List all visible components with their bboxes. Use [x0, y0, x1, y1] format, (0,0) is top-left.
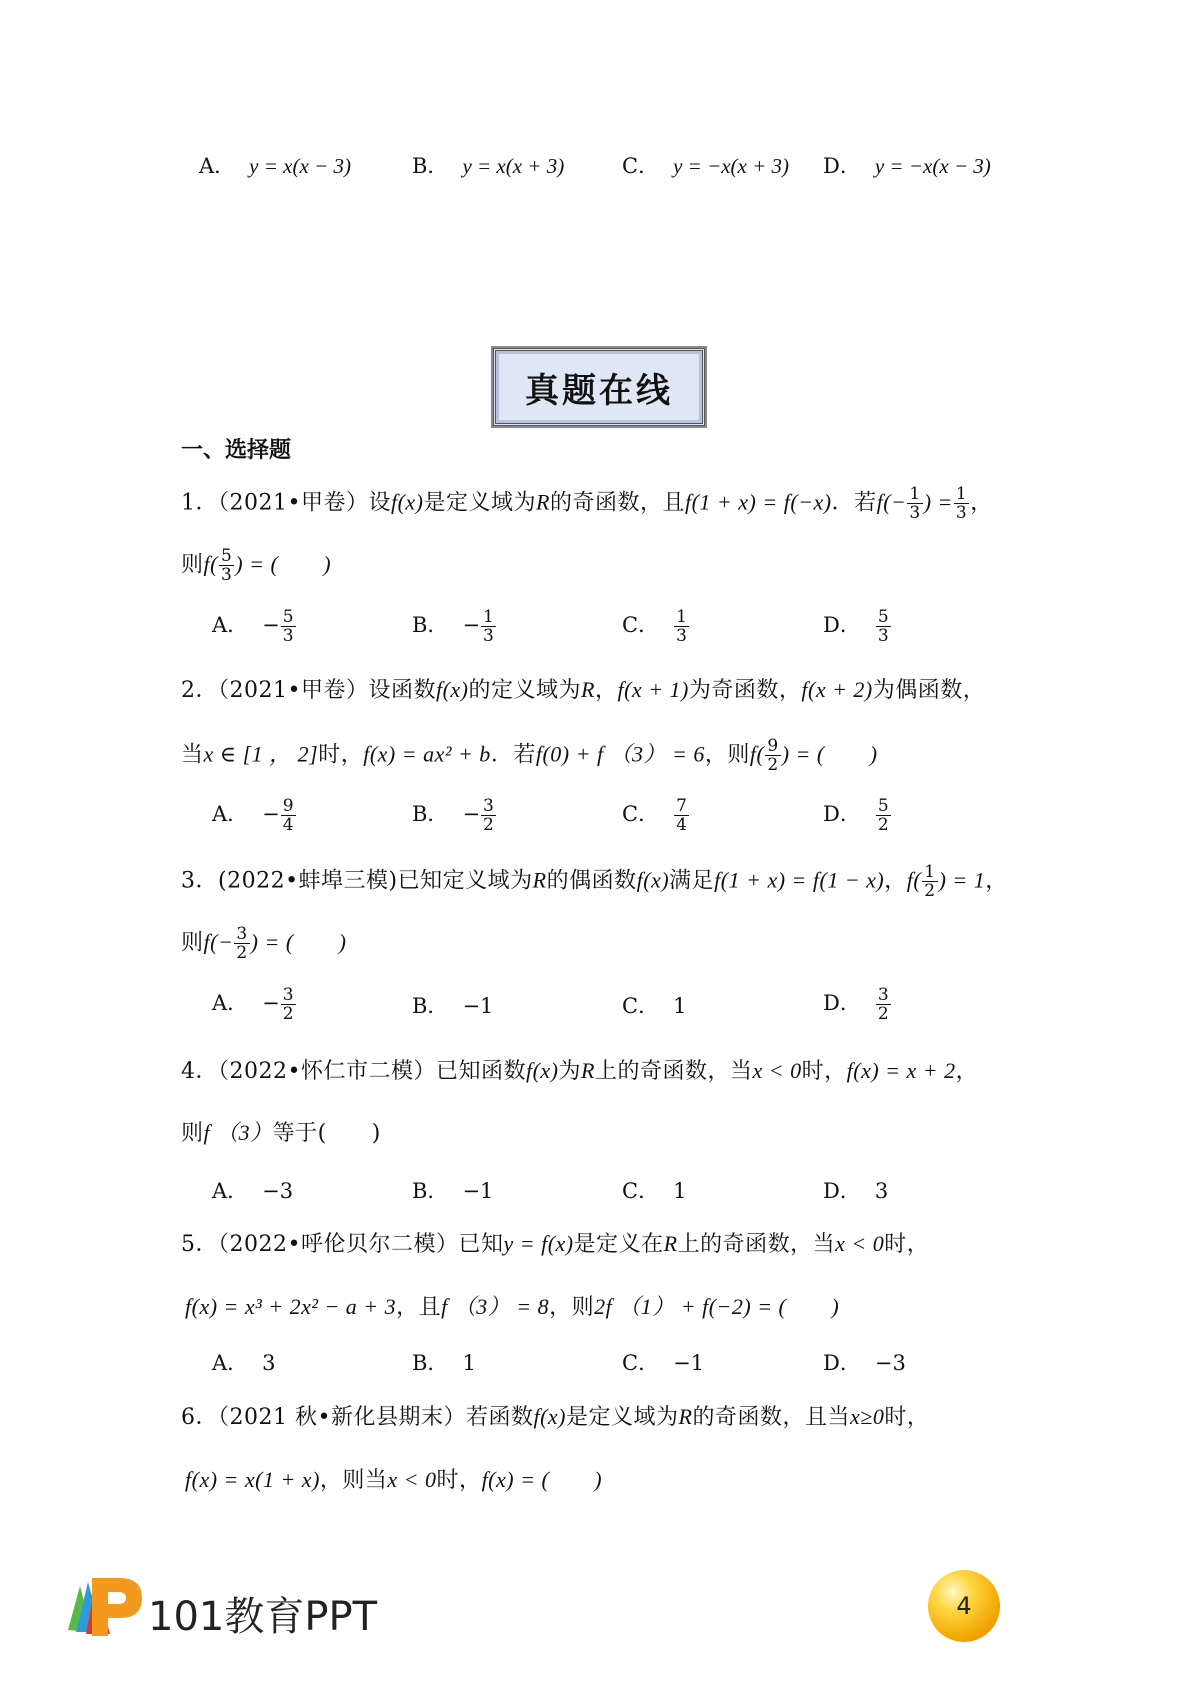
- q3-line1: 3．(2022•蚌埠三模)已知定义域为R的偶函数f(x)满足f(1 + x) = f(1 − x)，f( $\frac{1}{2}$ ) = 1，: [181, 862, 1008, 901]
- fraction: $\frac{5}{2}$: [877, 796, 889, 835]
- q5-choice-c[interactable]: C． −1: [622, 1351, 705, 1375]
- fraction: $\frac{1}{3}$: [483, 607, 494, 646]
- q1-choice-c[interactable]: C． $\frac{1}{3}$: [622, 607, 687, 646]
- section-title: 真题在线: [525, 370, 673, 411]
- q3-line2: 则f(− $\frac{3}{2}$ ) = ( ): [181, 924, 347, 963]
- fraction: $\frac{5}{3}$: [282, 607, 294, 646]
- page-number: 4: [956, 1592, 972, 1620]
- q3-choice-a[interactable]: A． − $\frac{3}{2}$: [212, 985, 294, 1024]
- page-number-badge: [928, 1570, 1000, 1642]
- fraction: $\frac{5}{3}$: [877, 607, 889, 646]
- q1-choice-d[interactable]: D． $\frac{5}{3}$: [823, 607, 889, 646]
- fraction: $\frac{3}{2}$: [877, 985, 889, 1024]
- top-choice-b: B． y = x(x + 3): [412, 154, 565, 178]
- q2-line1: 2．（2021•甲卷）设函数f(x)的定义域为R，f(x + 1)为奇函数，f(x + 2)为偶函数，: [181, 677, 986, 703]
- fraction: $\frac{3}{2}$: [483, 796, 494, 835]
- top-choice-c: C． y = −x(x + 3): [622, 154, 790, 178]
- q3-choice-d[interactable]: D． $\frac{3}{2}$: [823, 985, 889, 1024]
- fraction: $\frac{5}{3}$: [220, 546, 233, 585]
- q2-choice-d[interactable]: D． $\frac{5}{2}$: [823, 796, 889, 835]
- q4-choice-a[interactable]: A． −3: [212, 1179, 294, 1203]
- fraction: $\frac{3}{2}$: [236, 924, 248, 963]
- top-choice-d: D． y = −x(x − 3): [823, 154, 991, 178]
- q5-line1: 5．（2022•呼伦贝尔二模）已知y = f(x)是定义在R上的奇函数，当x < 0时，: [181, 1231, 930, 1257]
- fraction: $\frac{9}{4}$: [282, 796, 294, 835]
- q5-choice-a[interactable]: A． 3: [212, 1351, 276, 1375]
- q1-line1: 1．（2021•甲卷）设f(x)是定义域为R的奇函数，且f(1 + x) = f(−x)．若f(− $\frac{1}{3}$ ) = $\frac{1}{3}$ ，: [181, 484, 993, 523]
- q4-choice-b[interactable]: B． −1: [412, 1179, 494, 1203]
- section-title-box: [493, 348, 705, 426]
- q1-choice-a[interactable]: A． − $\frac{5}{3}$: [212, 607, 294, 646]
- q2-line2: 当x ∈ [1 ， 2]时，f(x) = ax² + b．若f(0) + f （3） = 6，则f( $\frac{9}{2}$ ) = ( ): [181, 736, 878, 775]
- q3-choice-b[interactable]: B． −1: [412, 994, 494, 1018]
- q2-choice-b[interactable]: B． − $\frac{3}{2}$: [412, 796, 494, 835]
- fraction: $\frac{3}{2}$: [282, 985, 294, 1024]
- q3-choice-c[interactable]: C． 1: [622, 994, 687, 1018]
- q6-line2: f(x) = x(1 + x)，则当x < 0时，f(x) = ( ): [185, 1467, 603, 1493]
- q4-choice-c[interactable]: C． 1: [622, 1179, 687, 1203]
- q1-choice-b[interactable]: B． − $\frac{1}{3}$: [412, 607, 494, 646]
- top-choice-a: A． y = x(x − 3): [199, 154, 351, 178]
- subsection-heading: 一、选择题: [181, 438, 292, 463]
- fraction: $\frac{9}{2}$: [767, 736, 779, 775]
- fraction: $\frac{1}{3}$: [955, 484, 968, 523]
- q5-line2: f(x) = x³ + 2x² − a + 3，且f （3） = 8，则2f （1） + f(−2) = ( ): [185, 1294, 840, 1320]
- q4-choice-d[interactable]: D． 3: [823, 1179, 889, 1203]
- fraction: $\frac{7}{4}$: [676, 796, 687, 835]
- q4-line2: 则f （3）等于( ): [181, 1120, 381, 1146]
- q5-choice-b[interactable]: B． 1: [412, 1351, 476, 1375]
- q2-choice-c[interactable]: C． $\frac{7}{4}$: [622, 796, 687, 835]
- q1-line2: 则f( $\frac{5}{3}$ ) = ( ): [181, 546, 332, 585]
- q2-choice-a[interactable]: A． − $\frac{9}{4}$: [212, 796, 294, 835]
- q4-line1: 4．（2022•怀仁市二模）已知函数f(x)为R上的奇函数，当x < 0时，f(x) = x + 2，: [181, 1058, 979, 1084]
- fraction: $\frac{1}{3}$: [676, 607, 687, 646]
- brand-logo-text: 101教育PPT: [148, 1594, 378, 1640]
- fraction: $\frac{1}{3}$: [909, 484, 921, 523]
- fraction: $\frac{1}{2}$: [924, 862, 936, 901]
- q5-choice-d[interactable]: D． −3: [823, 1351, 906, 1375]
- q6-line1: 6．（2021 秋•新化县期末）若函数f(x)是定义域为R的奇函数，且当x≥0时，: [181, 1404, 930, 1430]
